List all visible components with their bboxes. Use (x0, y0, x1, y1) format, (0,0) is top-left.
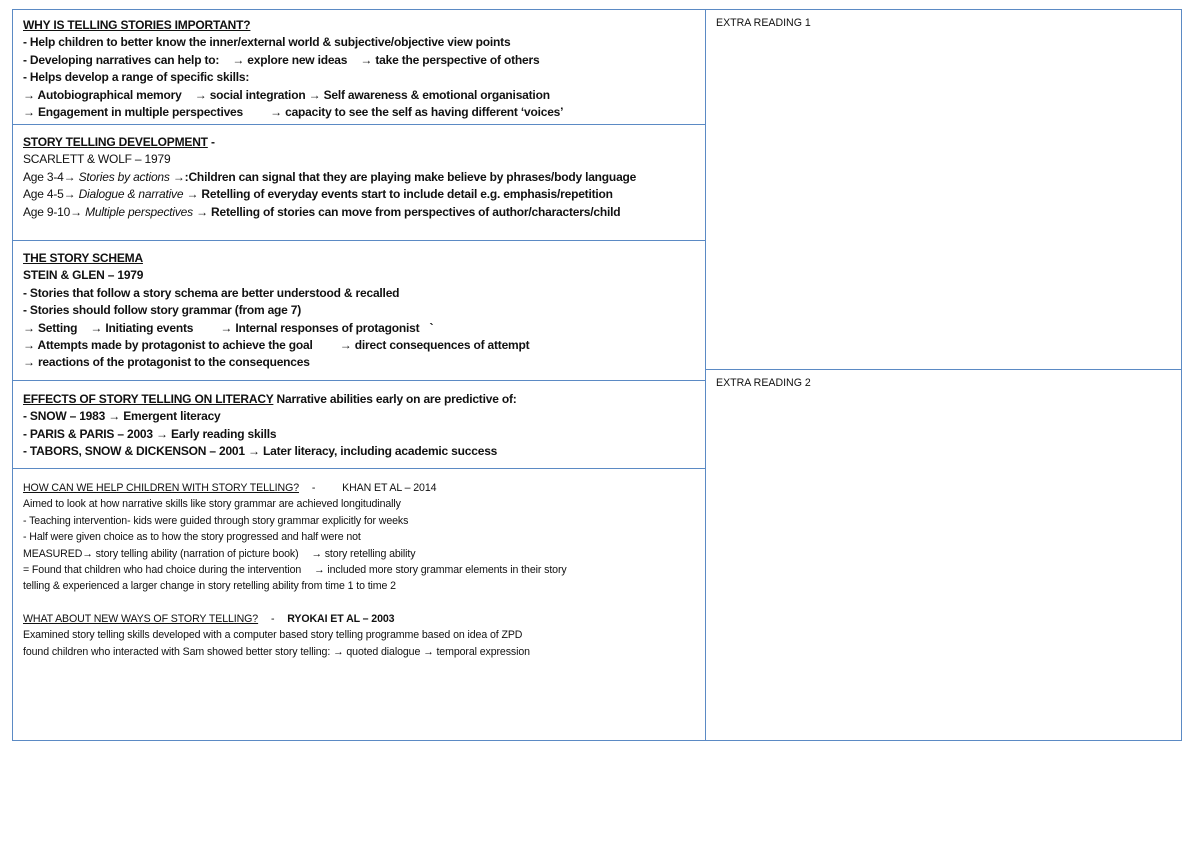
section-why-important (13, 11, 705, 121)
section-development: STORY TELLING DEVELOPMENT - SCARLETT & WOLF – 1979 Age 3-4→ Stories by actions →:Children can signal that they are playing make believe by phrases/body language Age 4-5→ Dialogue & narrative → Retelling of everyday events start to include detail e.g. emphasis/repetition Age 9-10→ Multiple perspectives → Retelling of stories can move from perspectives of author/characters/child (13, 128, 705, 221)
authors: KHAN ET AL – 2014 (342, 482, 437, 494)
authors: STEIN & GLEN – 1979 (23, 268, 144, 283)
arrow-icon: → (23, 87, 35, 102)
arrow-icon: → (63, 187, 76, 202)
arrow-icon: → (186, 187, 199, 202)
section-title: EXTRA READING 2 (716, 377, 811, 389)
section-title: EXTRA READING 1 (716, 17, 811, 29)
text-line: - Developing narratives can help to: → explore new ideas → take the perspective of others (23, 52, 540, 67)
text-line: → reactions of the protagonist to the consequences (23, 355, 310, 370)
section-title: WHAT ABOUT NEW WAYS OF STORY TELLING? (23, 612, 259, 625)
text-line: → Setting → Initiating events → Internal responses of protagonist ` (23, 320, 434, 335)
authors: RYOKAI ET AL – 2003 (287, 612, 395, 625)
arrow-icon: → (156, 426, 168, 441)
text-line: - Helps develop a range of specific skills: (23, 70, 250, 85)
arrow-icon: → (23, 320, 35, 335)
section-title: STORY TELLING DEVELOPMENT (23, 135, 208, 149)
arrow-icon: → (172, 169, 185, 184)
arrow-icon: → (82, 547, 93, 560)
arrow-icon: → (423, 645, 434, 658)
arrow-icon: → (220, 320, 233, 335)
arrow-icon: → (108, 409, 121, 424)
section-title: THE STORY SCHEMA (23, 251, 143, 265)
section-literacy-effects: EFFECTS OF STORY TELLING ON LITERACY Narrative abilities early on are predictive of: - SNOW – 1983 → Emergent literacy - PARIS & PARIS – 2003 → Early reading skills - TABORS, SNOW & DICKENSON – 2001 → Later literacy, including academic success (13, 385, 705, 461)
extra-reading-1 (706, 10, 1182, 29)
arrow-icon: → (23, 355, 35, 370)
text-line: Age 9-10→ Multiple perspectives → Retelling of stories can move from perspectives of author/characters/child (23, 204, 621, 219)
text-line: → Engagement in multiple perspectives → capacity to see the self as having different ‘voices’ (23, 105, 564, 120)
section-help-children: HOW CAN WE HELP CHILDREN WITH STORY TELLING? - KHAN ET AL – 2014 Aimed to look at how narrative skills like story grammar are achieved longitudinally - Teaching intervention- kids were guided through story grammar explicitly for weeks - Half were given choice as to how the story progressed and half were not MEASURED→ story telling ability (narration of picture book) → story retelling ability = Found that children who had choice during the intervention → included more story grammar elements in their story telling & experienced a larger change in story retelling ability from time 1 to time 2 WHAT ABOUT NEW WAYS OF STORY TELLING? - RYOKAI ET AL – 2003 Examined story telling skills developed with a computer based story telling programme based on idea of ZPD found children who interacted with Sam showed better story telling: → quoted dialogue → temporal expression (13, 474, 705, 660)
arrow-icon: → (196, 204, 208, 219)
text-line: - Stories should follow story grammar (from age 7) (23, 303, 302, 318)
text-line: → Attempts made by protagonist to achieve the goal → direct consequences of attempt (23, 338, 530, 353)
arrow-icon: → (314, 564, 325, 577)
text-line: → Autobiographical memory → social integration → Self awareness & emotional organisation (23, 87, 550, 102)
text-line: found children who interacted with Sam showed better story telling: → quoted dialogue → temporal expression (23, 645, 530, 658)
text-line: - SNOW – 1983 → Emergent literacy (23, 409, 221, 424)
arrow-icon: → (308, 87, 321, 102)
text-line: - Stories that follow a story schema are better understood & recalled (23, 285, 400, 300)
arrow-icon: → (63, 169, 76, 184)
section-story-schema (13, 244, 705, 372)
text-line: Aimed to look at how narrative skills like story grammar are achieved longitudinally (23, 498, 401, 511)
text-line: - PARIS & PARIS – 2003 → Early reading skills (23, 426, 277, 441)
text-line: Age 3-4→ Stories by actions →:Children can signal that they are playing make believe by phrases/body language (23, 169, 637, 184)
authors: SCARLETT & WOLF – 1979 (23, 152, 171, 167)
row-divider-1 (13, 124, 705, 125)
text-line: - Half were given choice as to how the story progressed and half were not (23, 531, 361, 544)
extra-reading-2 (706, 370, 1182, 389)
text-line: telling & experienced a larger change in story retelling ability from time 1 to time 2 (23, 580, 396, 593)
section-title: WHY IS TELLING STORIES IMPORTANT? (23, 18, 251, 32)
arrow-icon: → (232, 52, 245, 67)
text-line: = Found that children who had choice during the intervention → included more story grammar elements in their story (23, 564, 567, 577)
text-line: Examined story telling skills developed with a computer based story telling programme based on idea of ZPD (23, 629, 523, 642)
arrow-icon: → (248, 444, 260, 459)
row-divider-2 (13, 240, 705, 241)
section-title: HOW CAN WE HELP CHILDREN WITH STORY TELLING? (23, 482, 299, 494)
arrow-icon: → (23, 105, 35, 120)
text-line: - TABORS, SNOW & DICKENSON – 2001 → Later literacy, including academic success (23, 444, 498, 459)
text-line: Age 4-5→ Dialogue & narrative → Retelling of everyday events start to include detail e.g. emphasis/repetition (23, 187, 613, 202)
text-line: - Help children to better know the inner/external world & subjective/objective view points (23, 35, 511, 50)
arrow-icon: → (23, 338, 35, 353)
arrow-icon: → (333, 645, 344, 658)
section-title: EFFECTS OF STORY TELLING ON LITERACY (23, 392, 274, 406)
row-divider-4 (13, 468, 705, 469)
text-line: MEASURED→ story telling ability (narration of picture book) → story retelling ability (23, 547, 416, 560)
arrow-icon: → (339, 338, 352, 353)
arrow-icon: → (194, 87, 207, 102)
arrow-icon: → (90, 320, 103, 335)
section-new-ways: WHAT ABOUT NEW WAYS OF STORY TELLING? - RYOKAI ET AL – 2003 (23, 612, 395, 625)
arrow-icon: → (311, 547, 322, 560)
row-divider-3 (13, 380, 705, 381)
arrow-icon: → (360, 52, 373, 67)
arrow-icon: → (70, 204, 82, 219)
arrow-icon: → (270, 105, 282, 120)
text-line: - Teaching intervention- kids were guided through story grammar explicitly for weeks (23, 514, 409, 527)
